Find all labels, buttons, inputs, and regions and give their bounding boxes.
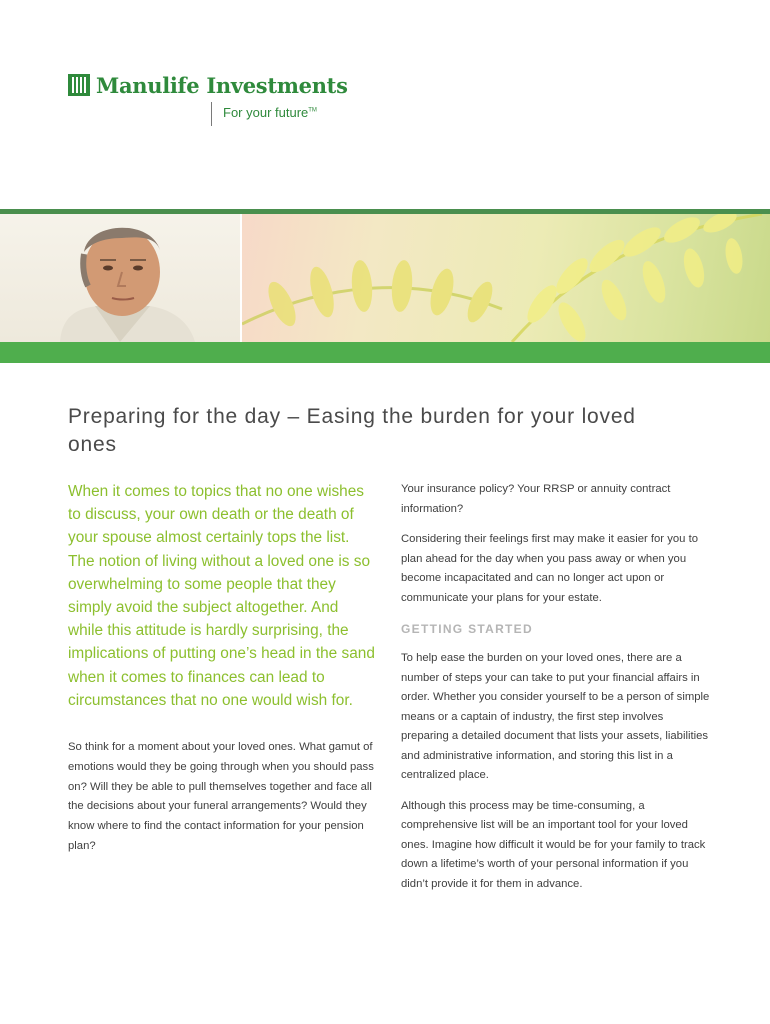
right-column <box>401 480 711 905</box>
intro-paragraph: When it comes to topics that no one wishes to discuss, your own death or the death of your spouse almost certainly tops the list. The notion of living without a loved one is so overwhelming to some people that they simply avoid the subject altogether. And while this attitude is hardly surprising, the implications of putting one’s head in the sand when it comes to finances can lead to circumstances that no one would wish for. <box>68 483 375 709</box>
section-paragraph: To help ease the burden on your loved ones, there are a number of steps your can take to put your financial affairs in order. Whether you consider yourself to be a person of simple means or a captain of industry, the first step involves preparing a detailed document that lists your assets, liabilities and administrative information, and storing this list in a centralized place. <box>401 652 710 781</box>
brand-tagline: For your future™ <box>223 105 317 120</box>
section-heading: GETTING STARTED <box>401 622 533 636</box>
hero-banner <box>0 214 770 342</box>
man-portrait-icon <box>0 214 240 342</box>
brand-name: Manulife Investments <box>96 72 348 98</box>
fern-leaves-icon <box>242 214 770 342</box>
right-paragraph: Your insurance policy? Your RRSP or annuity contract information? <box>401 483 671 515</box>
hero-bottom-band <box>0 342 770 363</box>
brand-logo <box>68 70 348 100</box>
article-title: Preparing for the day – Easing the burden for your loved ones <box>68 405 636 456</box>
section-paragraph: Although this process may be time-consuming, a comprehensive list will be an important tool for your loved ones. Imagine how difficult it would be for your family to track down a lifetime’s worth of your personal information if you didn’t provide it for them in advance. <box>401 799 706 890</box>
trademark-mark: TM <box>308 107 317 114</box>
left-column <box>68 480 376 857</box>
manulife-logo-icon <box>68 74 90 96</box>
left-paragraph: So think for a moment about your loved ones. What gamut of emotions would they be going through when you should pass on? Will they be able to pull themselves together and face all the decisions about your funeral arrangements? Would they know where to find the contact information for your pension plan? <box>68 741 374 853</box>
tagline-divider <box>211 102 212 126</box>
right-paragraph: Considering their feelings first may make it easier for you to plan ahead for the day when you pass away or when you become incapacitated and can no longer act upon or communicate your plans for your estate. <box>401 533 698 604</box>
